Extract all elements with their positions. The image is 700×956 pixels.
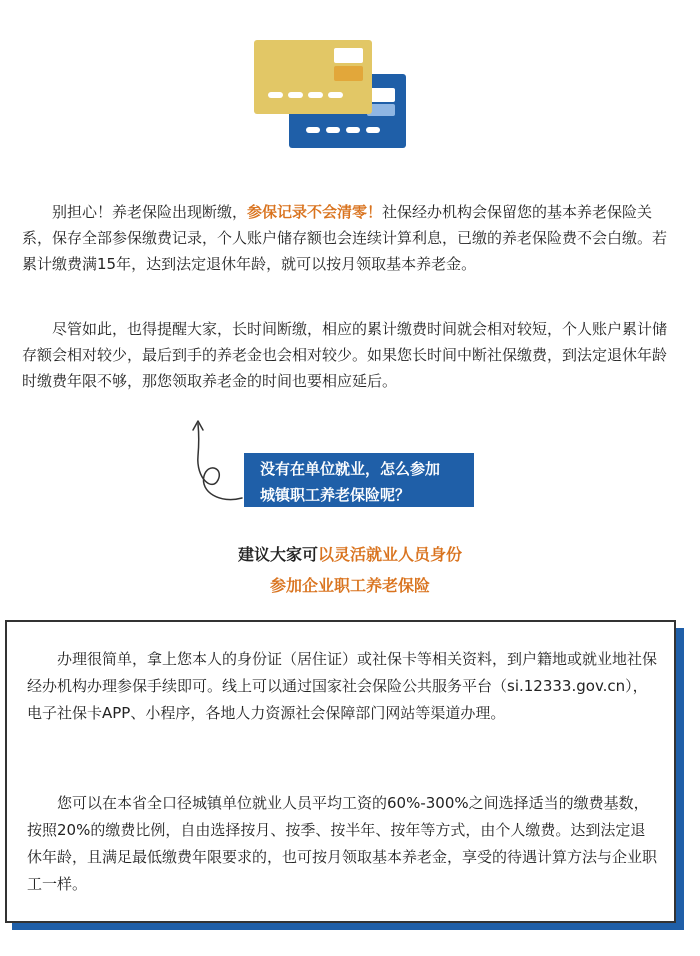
info-box (5, 620, 676, 923)
curly-arrow-icon (190, 418, 250, 508)
question-line-2: 城镇职工养老保险呢？ (260, 486, 411, 504)
intro-text: 社保经办机构会保留您的基本养老保险关系，保存全部参保缴费记录，个人账户储存额也会连续计算利息，已缴的养老保险费不会白缴。若累计缴费满15年，达到法定退休年龄，就可以按月领取基本养老金。 (22, 203, 668, 273)
suggestion-line-2 (0, 573, 700, 596)
intro-paragraph-2 (22, 316, 678, 394)
question-callout (190, 418, 490, 512)
info-text: 办理很简单，拿上您本人的身份证（居住证）或社保卡等相关资料，到户籍地或就业地社保经办机构办理参保手续即可。线上可以通过国家社会保险公共服务平台（si.12333.gov.cn），电子社保卡APP、小程序，各地人力资源社会保障部门网站等渠道办理。 (27, 650, 658, 722)
suggestion-dark-text: 建议大家可 (237, 545, 318, 564)
suggestion-line-1 (0, 542, 700, 565)
intro-text: 别担心！养老保险出现断缴， (52, 203, 248, 221)
suggestion-orange-text: 参加企业职工养老保险 (269, 576, 430, 595)
highlight-text: 参保记录不会清零！ (247, 203, 383, 221)
info-paragraph-1 (27, 646, 657, 727)
info-paragraph-2 (27, 790, 657, 898)
intro-text: 尽管如此，也得提醒大家，长时间断缴，相应的累计缴费时间就会相对较短，个人账户累计储存额会相对较少，最后到手的养老金也会相对较少。如果您长时间中断社保缴费，到法定退休年龄时缴费年限不够，那您领取养老金的时间也要相应延后。 (22, 320, 668, 390)
question-line-1: 没有在单位就业，怎么参加 (260, 460, 441, 478)
intro-paragraph-1 (22, 199, 678, 277)
suggestion-orange-text: 以灵活就业人员身份 (318, 545, 463, 564)
question-banner (244, 453, 474, 507)
bank-cards-icon (250, 36, 410, 154)
info-text: 您可以在本省全口径城镇单位就业人员平均工资的60%-300%之间选择适当的缴费基数，按照20%的缴费比例，自由选择按月、按季、按半年、按年等方式，由个人缴费。达到法定退休年龄，且满足最低缴费年限要求的，也可按月领取基本养老金，享受的待遇计算方法与企业职工一样。 (27, 794, 658, 893)
